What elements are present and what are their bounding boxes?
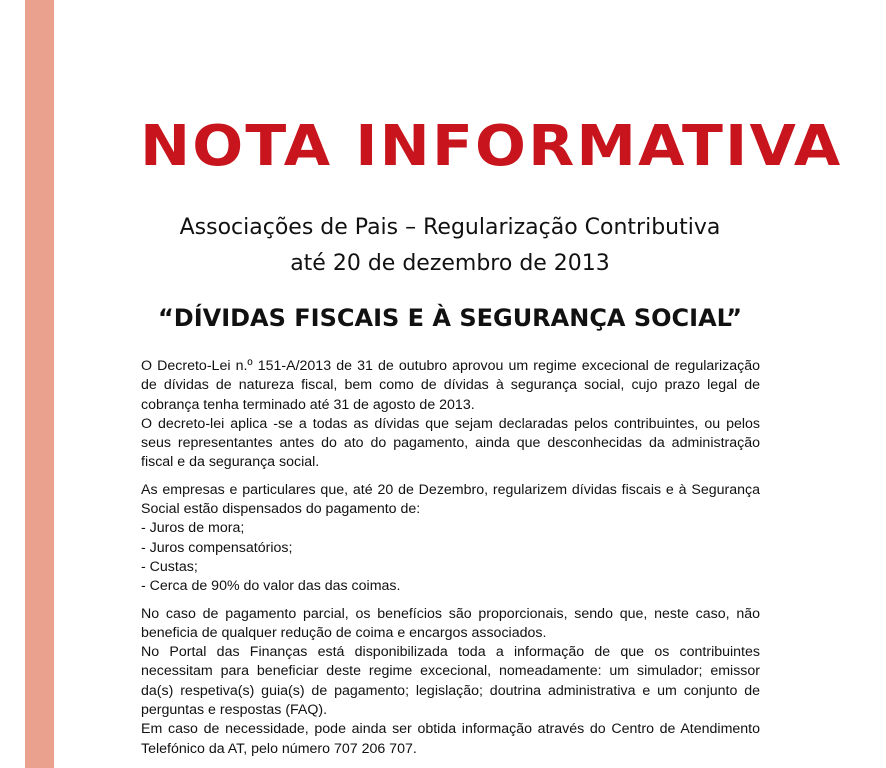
document-title: NOTA INFORMATIVA bbox=[140, 114, 843, 179]
list-item: - Cerca de 90% do valor das das coimas. bbox=[141, 578, 401, 595]
list-item: - Custas; bbox=[141, 558, 198, 575]
paragraph-contact: Em caso de necessidade, pode ainda ser obtida informação através do Centro de Atendimento Telefónico da AT, pelo número 707 206 707. bbox=[141, 721, 760, 757]
section-heading: “DÍVIDAS FISCAIS E À SEGURANÇA SOCIAL” bbox=[158, 304, 742, 332]
document-body bbox=[141, 357, 760, 759]
subtitle-line-2: até 20 de dezembro de 2013 bbox=[290, 251, 610, 276]
decorative-side-bar bbox=[25, 0, 54, 768]
paragraph-exemptions: As empresas e particulares que, até 20 de Dezembro, regularizem dívidas fiscais e à Segurança Social estão dispensados do pagamento de: bbox=[141, 481, 760, 518]
document-subtitle bbox=[110, 210, 790, 282]
subtitle-line-1: Associações de Pais – Regularização Contributiva bbox=[179, 215, 721, 240]
exemption-list bbox=[141, 519, 760, 596]
paragraph-decree: O Decreto-Lei n.º 151-A/2013 de 31 de outubro aprovou um regime excecional de regularização de dívidas de natureza fiscal, bem como de dívidas à segurança social, cujo prazo legal de cobrança tenha terminado até 31 de agosto de 2013. bbox=[141, 358, 760, 413]
list-item: - Juros de mora; bbox=[141, 520, 245, 537]
paragraph-portal: No Portal das Finanças está disponibilizada toda a informação de que os contribuintes necessitam para beneficiar deste regime excecional, nomeadamente: um simulador; emissor da(s) respetiva(s) guia(s) de pagamento; legislação; doutrina administrativa e um conjunto de perguntas e respostas (FAQ). bbox=[141, 644, 760, 719]
paragraph-scope: O decreto-lei aplica -se a todas as dívidas que sejam declaradas pelos contribuintes, ou pelos seus representantes antes do ato do pagamento, ainda que desconhecidas da administração fiscal e da segurança social. bbox=[141, 415, 760, 471]
list-item: - Juros compensatórios; bbox=[141, 539, 293, 556]
paragraph-partial-payment: No caso de pagamento parcial, os benefícios são proporcionais, sendo que, neste caso, não beneficia de qualquer redução de coima e encargos associados. bbox=[141, 605, 760, 641]
